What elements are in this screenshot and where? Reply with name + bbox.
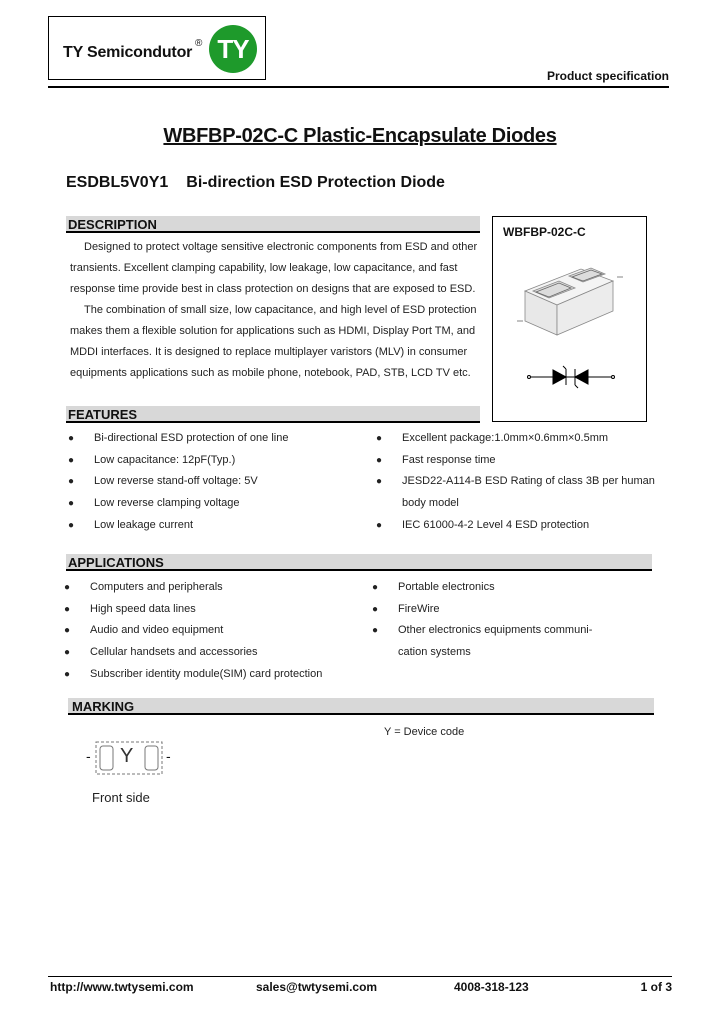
marking-heading: MARKING xyxy=(68,698,654,715)
header-divider xyxy=(48,86,669,88)
list-item: ● Portable electronics xyxy=(372,581,495,593)
list-item: ● FireWire xyxy=(372,602,440,615)
marking-diagram xyxy=(86,738,176,778)
list-item: ● IEC 61000-4-2 Level 4 ESD protection xyxy=(376,518,590,531)
part-row xyxy=(66,174,445,192)
phone-number: 4008-318-123 xyxy=(454,980,529,994)
part-number: ESDBL5V0Y1 xyxy=(66,174,169,191)
page-number: 1 of 3 xyxy=(640,980,672,994)
registered-mark: ® xyxy=(195,38,203,49)
list-item: ● JESD22-A114-B ESD Rating of class 3B per human body model xyxy=(376,475,655,510)
email-link[interactable]: sales@twtysemi.com xyxy=(256,980,378,994)
package-title: WBFBP-02C-C xyxy=(503,225,586,239)
list-item: ● Computers and peripherals xyxy=(64,581,223,593)
list-item: ● Low reverse clamping voltage xyxy=(68,497,240,510)
list-item: ● Low capacitance: 12pF(Typ.) xyxy=(68,453,236,466)
description-paragraph-1: Designed to protect voltage sensitive electronic components from ESD and other transients. Excellent clamping capability, low leakage, low capacitance, and fast response time provide best in class protection on designs that are exposed to ESD. xyxy=(70,241,478,295)
marking-code: Y xyxy=(120,745,134,767)
list-item: ● Low leakage current xyxy=(68,518,194,531)
marking-side-left: - xyxy=(86,748,91,764)
part-description: Bi-direction ESD Protection Diode xyxy=(186,174,445,191)
description-heading: DESCRIPTION xyxy=(66,216,480,233)
applications-list-left xyxy=(62,577,362,686)
package-drawing xyxy=(493,217,648,423)
website-link[interactable]: http://www.twtysemi.com xyxy=(50,980,194,994)
applications-heading: APPLICATIONS xyxy=(66,554,652,571)
list-item: ● Audio and video equipment xyxy=(64,624,224,637)
document-title: WBFBP-02C-C Plastic-Encapsulate Diodes xyxy=(163,125,557,147)
list-item: ● Bi-directional ESD protection of one line xyxy=(68,432,289,444)
description-body xyxy=(70,237,478,384)
package-illustration xyxy=(492,216,647,422)
list-item: ● Cellular handsets and accessories xyxy=(64,646,258,659)
logo-badge: TY xyxy=(209,25,257,73)
list-item: ● Subscriber identity module(SIM) card protection xyxy=(64,667,323,680)
marking-legend: Y = Device code xyxy=(384,726,465,738)
product-specification-label: Product specification xyxy=(546,69,669,83)
company-logo xyxy=(48,16,266,80)
applications-list-right xyxy=(370,577,610,664)
marking-side-right: - xyxy=(166,748,171,764)
list-item: ● Fast response time xyxy=(376,453,496,466)
logo-text: TY Semicondutor xyxy=(63,44,193,61)
features-list-right xyxy=(374,428,666,537)
description-paragraph-2: The combination of small size, low capacitance, and high level of ESD protection makes them a flexible solution for applications such as HDMI, Display Port TM, and MDDI interfaces. It is designed to replace multiplayer varistors (MLV) in consumer equipments applications such as mobile phone, notebook, PAD, STB, LCD TV etc. xyxy=(70,304,477,379)
marking-caption: Front side xyxy=(92,790,150,805)
features-list-left xyxy=(66,428,356,537)
list-item: ● Excellent package:1.0mm×0.6mm×0.5mm xyxy=(376,432,609,444)
footer-divider xyxy=(48,976,672,977)
list-item: ● Low reverse stand-off voltage: 5V xyxy=(68,475,258,488)
features-heading: FEATURES xyxy=(66,406,480,423)
list-item: ● Other electronics equipments communi- cation systems xyxy=(372,624,593,659)
list-item: ● High speed data lines xyxy=(64,602,196,615)
